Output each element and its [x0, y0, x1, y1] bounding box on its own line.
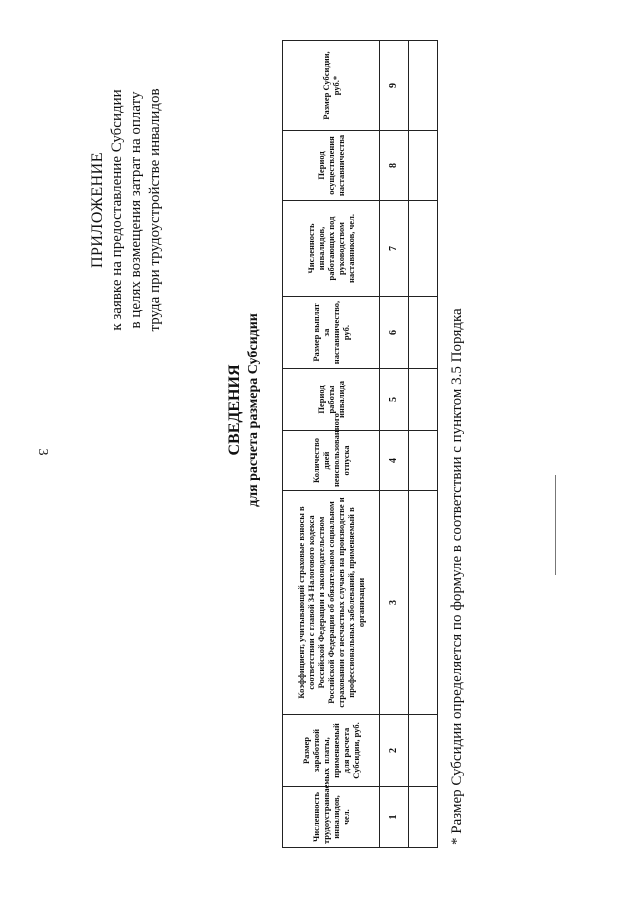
header-cell: Размер Субсидии, руб.*: [283, 41, 380, 131]
appendix-line: к заявке на предоставление Субсидии: [109, 89, 125, 331]
heading-subtitle: для расчета размера Субсидии: [246, 313, 261, 507]
header-cell: Численность трудоустраиваемых инвалидов, чел.: [283, 787, 380, 848]
column-number-cell: 5: [380, 369, 409, 431]
column-number-cell: 8: [380, 131, 409, 201]
header-cell: Период работы инвалида: [283, 369, 380, 431]
table-header-row: [283, 41, 380, 848]
divider-line: [555, 475, 556, 575]
empty-cell: [409, 715, 438, 787]
page-number: 3: [35, 448, 50, 456]
header-cell: Размер заработной платы, применяемый для расчета Субсидии, руб.: [283, 715, 380, 787]
column-number-cell: 4: [380, 431, 409, 491]
subsidy-table: [282, 40, 438, 848]
column-number-cell: 9: [380, 41, 409, 131]
appendix-line: труда при трудоустройстве инвалидов: [147, 88, 163, 332]
column-number-cell: 7: [380, 201, 409, 297]
table-number-row: [380, 41, 409, 848]
empty-cell: [409, 201, 438, 297]
header-cell: Численность инвалидов, работающих под руководством наставников, чел.: [283, 201, 380, 297]
heading-title: СВЕДЕНИЯ: [226, 364, 243, 456]
document-heading: [225, 200, 263, 620]
empty-cell: [409, 787, 438, 848]
empty-cell: [409, 41, 438, 131]
empty-cell: [409, 491, 438, 715]
header-cell: Коэффициент, учитывающий страховые взносы в соответствии с главой 34 Налогового кодекса Российской Федерации и законодательством Российской Федерации об обязательном социальном страховании от несчастных случаев на производстве и профессиональных заболеваний, применяемый в организации: [283, 491, 380, 715]
header-cell: Период осуществления наставничества: [283, 131, 380, 201]
footnote: * Размер Субсидии определяется по формуле в соответствии с пунктом 3.5 Порядка: [449, 308, 465, 845]
column-number-cell: 6: [380, 297, 409, 369]
empty-cell: [409, 297, 438, 369]
appendix-block: [88, 30, 165, 390]
empty-cell: [409, 131, 438, 201]
column-number-cell: 2: [380, 715, 409, 787]
header-cell: Размер выплат за наставничество, руб.: [283, 297, 380, 369]
table-empty-row: [409, 41, 438, 848]
appendix-title: ПРИЛОЖЕНИЕ: [89, 152, 106, 269]
column-number-cell: 3: [380, 491, 409, 715]
header-cell: Количество дней неиспользованного отпуска: [283, 431, 380, 491]
empty-cell: [409, 431, 438, 491]
appendix-line: в целях возмещения затрат на оплату: [128, 91, 144, 329]
empty-cell: [409, 369, 438, 431]
column-number-cell: 1: [380, 787, 409, 848]
